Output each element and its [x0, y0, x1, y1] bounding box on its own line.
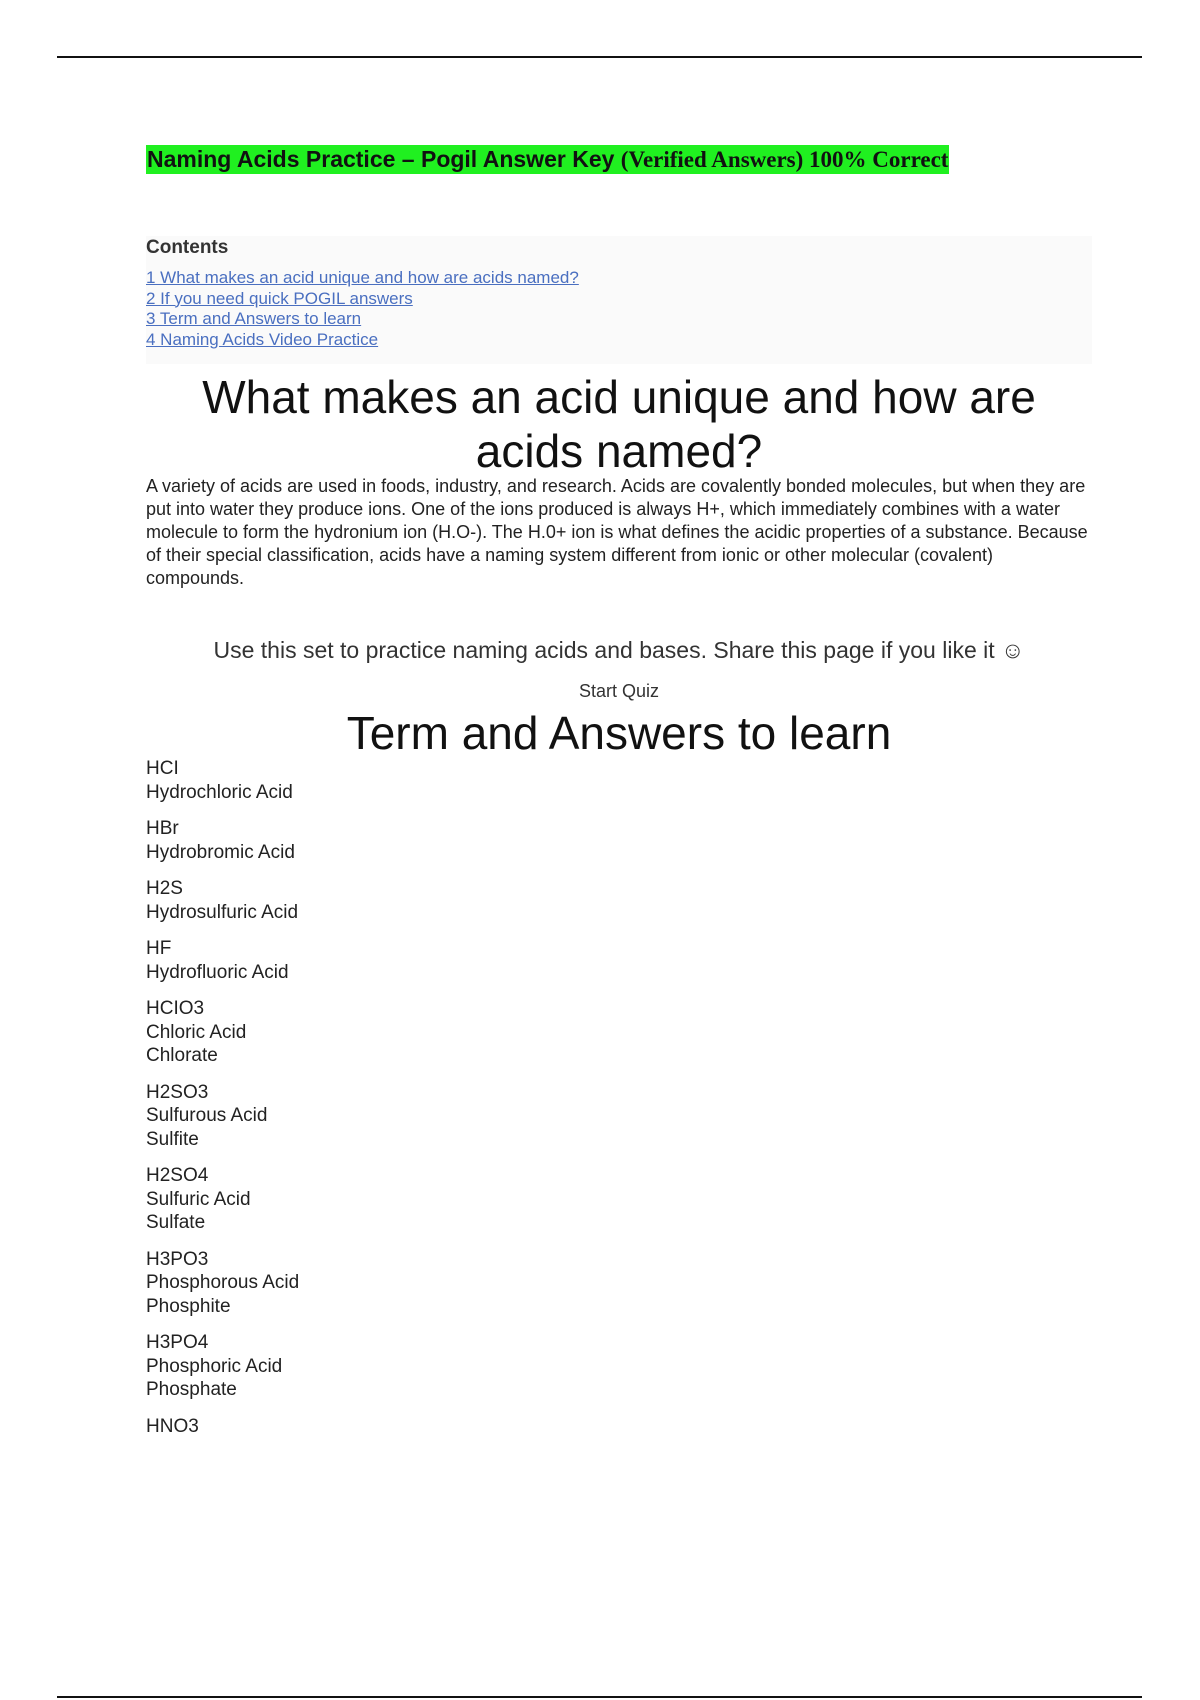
- toc-heading: Contents: [146, 237, 229, 258]
- term-ion-name: Sulfite: [146, 1128, 199, 1150]
- toc-link-1[interactable]: 1 What makes an acid unique and how are acids named?: [146, 268, 579, 287]
- terms-list: [146, 757, 299, 1451]
- term-entry: [146, 1081, 299, 1152]
- term-acid-name: Hydrochloric Acid: [146, 781, 293, 803]
- section-heading-acids: What makes an acid unique and how are acids named?: [202, 371, 1036, 477]
- term-formula: HNO3: [146, 1415, 199, 1437]
- term-ion-name: Phosphite: [146, 1295, 231, 1317]
- term-acid-name: Chloric Acid: [146, 1021, 247, 1043]
- share-text: Use this set to practice naming acids and bases. Share this page if you like it ☺: [213, 637, 1025, 663]
- term-formula: H2S: [146, 878, 183, 899]
- term-entry: [146, 877, 299, 924]
- term-acid-name: Phosphoric Acid: [146, 1355, 283, 1377]
- term-entry: [146, 817, 299, 864]
- term-formula: H3PO4: [146, 1332, 209, 1353]
- term-acid-name: Sulfurous Acid: [146, 1105, 268, 1126]
- term-acid-name: Hydrofluoric Acid: [146, 961, 289, 983]
- term-acid-name: Hydrobromic Acid: [146, 841, 295, 863]
- term-entry: [146, 1415, 299, 1439]
- term-formula: H2SO3: [146, 1081, 209, 1103]
- term-ion-name: Chlorate: [146, 1045, 218, 1066]
- title-main: Naming Acids Practice – Pogil Answer Key: [147, 146, 615, 172]
- term-entry: [146, 1164, 299, 1235]
- term-formula: HCI: [146, 758, 179, 779]
- term-formula: HCIO3: [146, 998, 205, 1019]
- intro-paragraph: A variety of acids are used in foods, industry, and research. Acids are covalently bonded molecules, but when they are put into water they produce ions. One of the ions produced is always H+, which immediately combines with a water molecule to form the hydronium ion (H.O-). The H.0+ ion is what defines the acidic properties of a substance. Because of their special classification, acids have a naming system different from ionic or other molecular (covalent) compounds.: [146, 476, 1088, 588]
- term-entry: [146, 937, 299, 984]
- toc-link-2[interactable]: 2 If you need quick POGIL answers: [146, 288, 413, 308]
- term-acid-name: Phosphorous Acid: [146, 1272, 300, 1293]
- term-formula: H3PO3: [146, 1248, 209, 1270]
- title-suffix: (Verified Answers) 100% Correct: [620, 147, 949, 172]
- toc-link-4[interactable]: 4 Naming Acids Video Practice: [146, 329, 379, 349]
- term-ion-name: Phosphate: [146, 1379, 237, 1400]
- term-entry: [146, 1331, 299, 1402]
- toc-link-3[interactable]: 3 Term and Answers to learn: [146, 309, 362, 328]
- document-title: [146, 145, 949, 174]
- term-ion-name: Sulfate: [146, 1212, 206, 1233]
- start-quiz-button[interactable]: Start Quiz: [578, 681, 660, 701]
- table-of-contents: [146, 236, 1092, 364]
- section-heading-terms: Term and Answers to learn: [346, 707, 892, 759]
- top-rule: [57, 56, 1142, 58]
- term-formula: H2SO4: [146, 1165, 209, 1186]
- bottom-rule: [57, 1696, 1142, 1698]
- term-entry: [146, 997, 299, 1068]
- term-acid-name: Sulfuric Acid: [146, 1188, 251, 1210]
- term-acid-name: Hydrosulfuric Acid: [146, 901, 299, 923]
- term-entry: [146, 1248, 299, 1319]
- term-entry: [146, 757, 299, 804]
- term-formula: HBr: [146, 818, 179, 839]
- term-formula: HF: [146, 938, 172, 959]
- title-block: [146, 145, 949, 174]
